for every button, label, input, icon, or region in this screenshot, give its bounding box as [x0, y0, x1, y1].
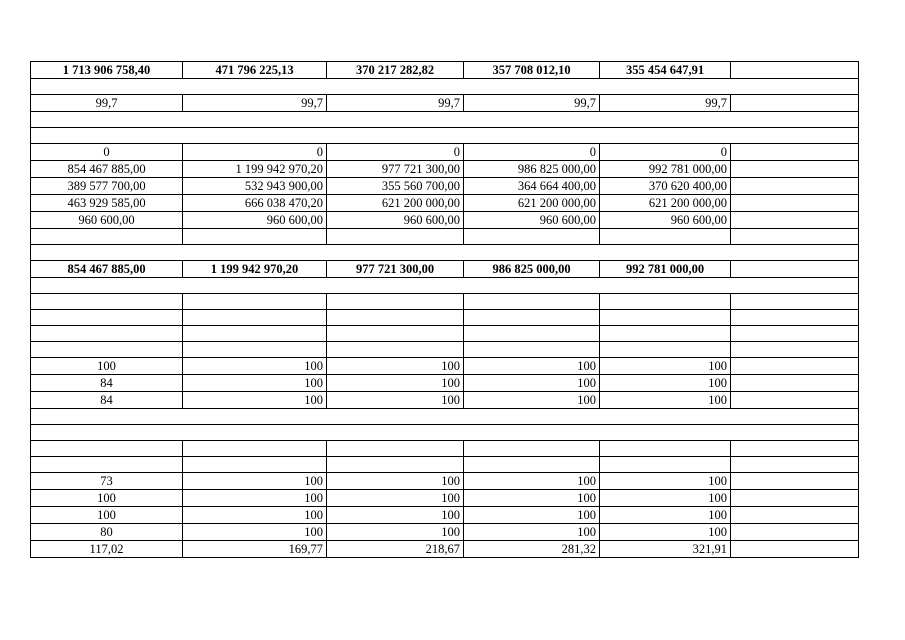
table-cell: 370 620 400,00	[600, 178, 731, 195]
table-cell	[464, 310, 600, 326]
table-cell: 100	[327, 375, 464, 392]
table-cell: 100	[327, 490, 464, 507]
table-cell: 100	[327, 524, 464, 541]
table-cell	[327, 457, 464, 473]
table-cell: 471 796 225,13	[183, 62, 327, 79]
table-cell: 100	[183, 490, 327, 507]
table-cell: 977 721 300,00	[327, 261, 464, 278]
table-cell	[183, 326, 327, 342]
table-cell: 532 943 900,00	[183, 178, 327, 195]
table-cell: 960 600,00	[327, 212, 464, 229]
table-cell: 100	[600, 473, 731, 490]
table-cell: 992 781 000,00	[600, 261, 731, 278]
table-cell: 364 664 400,00	[464, 178, 600, 195]
table-cell: 99,7	[31, 95, 183, 112]
table-cell: 100	[31, 358, 183, 375]
table-row	[31, 128, 859, 144]
table-cell	[31, 326, 183, 342]
table-cell	[731, 144, 859, 161]
table-row	[31, 425, 859, 441]
table-cell	[464, 342, 600, 358]
table-cell: 100	[600, 524, 731, 541]
table-cell	[600, 441, 731, 457]
table-cell: 117,02	[31, 541, 183, 558]
table-cell: 621 200 000,00	[464, 195, 600, 212]
table-cell: 100	[327, 507, 464, 524]
table-cell	[31, 294, 183, 310]
table-cell	[600, 294, 731, 310]
table-row	[31, 507, 859, 524]
table-cell: 854 467 885,00	[31, 261, 183, 278]
table-cell: 100	[464, 358, 600, 375]
table-cell	[731, 261, 859, 278]
table-cell: 960 600,00	[600, 212, 731, 229]
table-cell	[600, 326, 731, 342]
table-cell: 99,7	[600, 95, 731, 112]
table-row	[31, 358, 859, 375]
table-row	[31, 541, 859, 558]
empty-row-cell	[31, 112, 859, 128]
table-cell	[731, 178, 859, 195]
table-cell	[183, 342, 327, 358]
table-cell	[731, 326, 859, 342]
table-row	[31, 524, 859, 541]
table-cell: 666 038 470,20	[183, 195, 327, 212]
table-cell: 0	[183, 144, 327, 161]
table-cell: 0	[600, 144, 731, 161]
table-cell: 99,7	[464, 95, 600, 112]
table-cell	[327, 342, 464, 358]
table-cell: 100	[600, 392, 731, 409]
table-row	[31, 392, 859, 409]
empty-row-cell	[31, 245, 859, 261]
table-cell	[600, 342, 731, 358]
table-cell	[731, 392, 859, 409]
table-cell	[183, 294, 327, 310]
table-cell: 463 929 585,00	[31, 195, 183, 212]
table-row	[31, 342, 859, 358]
empty-row-cell	[31, 409, 859, 425]
table-cell: 169,77	[183, 541, 327, 558]
table-cell: 100	[31, 507, 183, 524]
table-cell	[731, 95, 859, 112]
table-cell: 100	[600, 375, 731, 392]
table-cell: 80	[31, 524, 183, 541]
table-cell: 99,7	[327, 95, 464, 112]
table-cell: 100	[183, 392, 327, 409]
table-cell	[731, 473, 859, 490]
table-cell	[731, 541, 859, 558]
table-cell	[327, 229, 464, 245]
table-cell: 73	[31, 473, 183, 490]
table-cell	[731, 342, 859, 358]
table-cell	[327, 326, 464, 342]
table-row	[31, 490, 859, 507]
table-cell: 100	[464, 524, 600, 541]
table-cell: 960 600,00	[183, 212, 327, 229]
table-cell: 100	[183, 524, 327, 541]
table-cell: 100	[464, 375, 600, 392]
table-row	[31, 229, 859, 245]
table-row	[31, 161, 859, 178]
table-cell: 1 199 942 970,20	[183, 261, 327, 278]
table-cell: 100	[464, 490, 600, 507]
table-cell	[731, 457, 859, 473]
table-cell: 84	[31, 392, 183, 409]
table-cell	[731, 524, 859, 541]
table-cell	[731, 195, 859, 212]
table-cell: 355 560 700,00	[327, 178, 464, 195]
table-row	[31, 212, 859, 229]
table-cell: 100	[183, 507, 327, 524]
data-table	[30, 61, 859, 558]
table-cell: 992 781 000,00	[600, 161, 731, 178]
table-cell	[31, 441, 183, 457]
table-cell	[731, 229, 859, 245]
table-row	[31, 473, 859, 490]
table-cell: 1 199 942 970,20	[183, 161, 327, 178]
table-row	[31, 294, 859, 310]
table-cell	[731, 161, 859, 178]
table-row	[31, 278, 859, 294]
table-cell: 0	[464, 144, 600, 161]
table-row	[31, 95, 859, 112]
table-cell	[731, 62, 859, 79]
table-cell: 100	[31, 490, 183, 507]
table-cell	[731, 212, 859, 229]
table-row	[31, 245, 859, 261]
table-cell: 100	[600, 358, 731, 375]
table-cell: 218,67	[327, 541, 464, 558]
table-cell: 100	[464, 507, 600, 524]
table-row	[31, 375, 859, 392]
table-cell: 100	[600, 507, 731, 524]
table-cell: 100	[183, 473, 327, 490]
table-cell: 281,32	[464, 541, 600, 558]
table-cell: 100	[183, 375, 327, 392]
table-cell: 0	[327, 144, 464, 161]
table-cell: 321,91	[600, 541, 731, 558]
table-cell: 100	[327, 358, 464, 375]
table-cell: 370 217 282,82	[327, 62, 464, 79]
table-cell	[31, 342, 183, 358]
table-cell: 99,7	[183, 95, 327, 112]
table-cell	[464, 441, 600, 457]
table-cell: 960 600,00	[31, 212, 183, 229]
table-row	[31, 144, 859, 161]
table-cell: 100	[464, 392, 600, 409]
table-row	[31, 261, 859, 278]
table-cell	[327, 441, 464, 457]
table-cell	[183, 229, 327, 245]
table-cell	[731, 294, 859, 310]
table-cell	[600, 310, 731, 326]
empty-row-cell	[31, 79, 859, 95]
table-row	[31, 79, 859, 95]
table-cell	[731, 358, 859, 375]
table-cell	[731, 507, 859, 524]
table-cell	[731, 310, 859, 326]
table-row	[31, 178, 859, 195]
table-cell: 84	[31, 375, 183, 392]
table-cell	[183, 457, 327, 473]
empty-row-cell	[31, 128, 859, 144]
table-row	[31, 112, 859, 128]
table-row	[31, 441, 859, 457]
table-cell: 100	[464, 473, 600, 490]
table-row	[31, 326, 859, 342]
table-cell: 355 454 647,91	[600, 62, 731, 79]
table-cell: 854 467 885,00	[31, 161, 183, 178]
table-cell	[731, 375, 859, 392]
table-cell	[731, 490, 859, 507]
empty-row-cell	[31, 425, 859, 441]
table-row	[31, 195, 859, 212]
table-cell: 100	[600, 490, 731, 507]
table-cell: 0	[31, 144, 183, 161]
table-cell	[464, 294, 600, 310]
table-cell: 100	[327, 392, 464, 409]
table-row	[31, 409, 859, 425]
table-cell	[31, 229, 183, 245]
table-cell: 357 708 012,10	[464, 62, 600, 79]
table-cell: 986 825 000,00	[464, 161, 600, 178]
table-cell	[600, 457, 731, 473]
table-cell: 100	[327, 473, 464, 490]
table-cell: 621 200 000,00	[327, 195, 464, 212]
table-cell	[327, 294, 464, 310]
table-cell: 1 713 906 758,40	[31, 62, 183, 79]
table-cell	[183, 441, 327, 457]
table-cell: 977 721 300,00	[327, 161, 464, 178]
table-row	[31, 62, 859, 79]
table-cell: 389 577 700,00	[31, 178, 183, 195]
table-row	[31, 310, 859, 326]
table-cell	[731, 441, 859, 457]
table-cell	[183, 310, 327, 326]
table-cell: 960 600,00	[464, 212, 600, 229]
table-cell: 100	[183, 358, 327, 375]
empty-row-cell	[31, 278, 859, 294]
table-row	[31, 457, 859, 473]
table-body	[31, 62, 859, 558]
table-cell	[327, 310, 464, 326]
table-cell: 621 200 000,00	[600, 195, 731, 212]
table-cell	[31, 310, 183, 326]
table-cell: 986 825 000,00	[464, 261, 600, 278]
table-cell	[464, 229, 600, 245]
table-cell	[464, 457, 600, 473]
table-cell	[31, 457, 183, 473]
table-cell	[600, 229, 731, 245]
table-cell	[464, 326, 600, 342]
